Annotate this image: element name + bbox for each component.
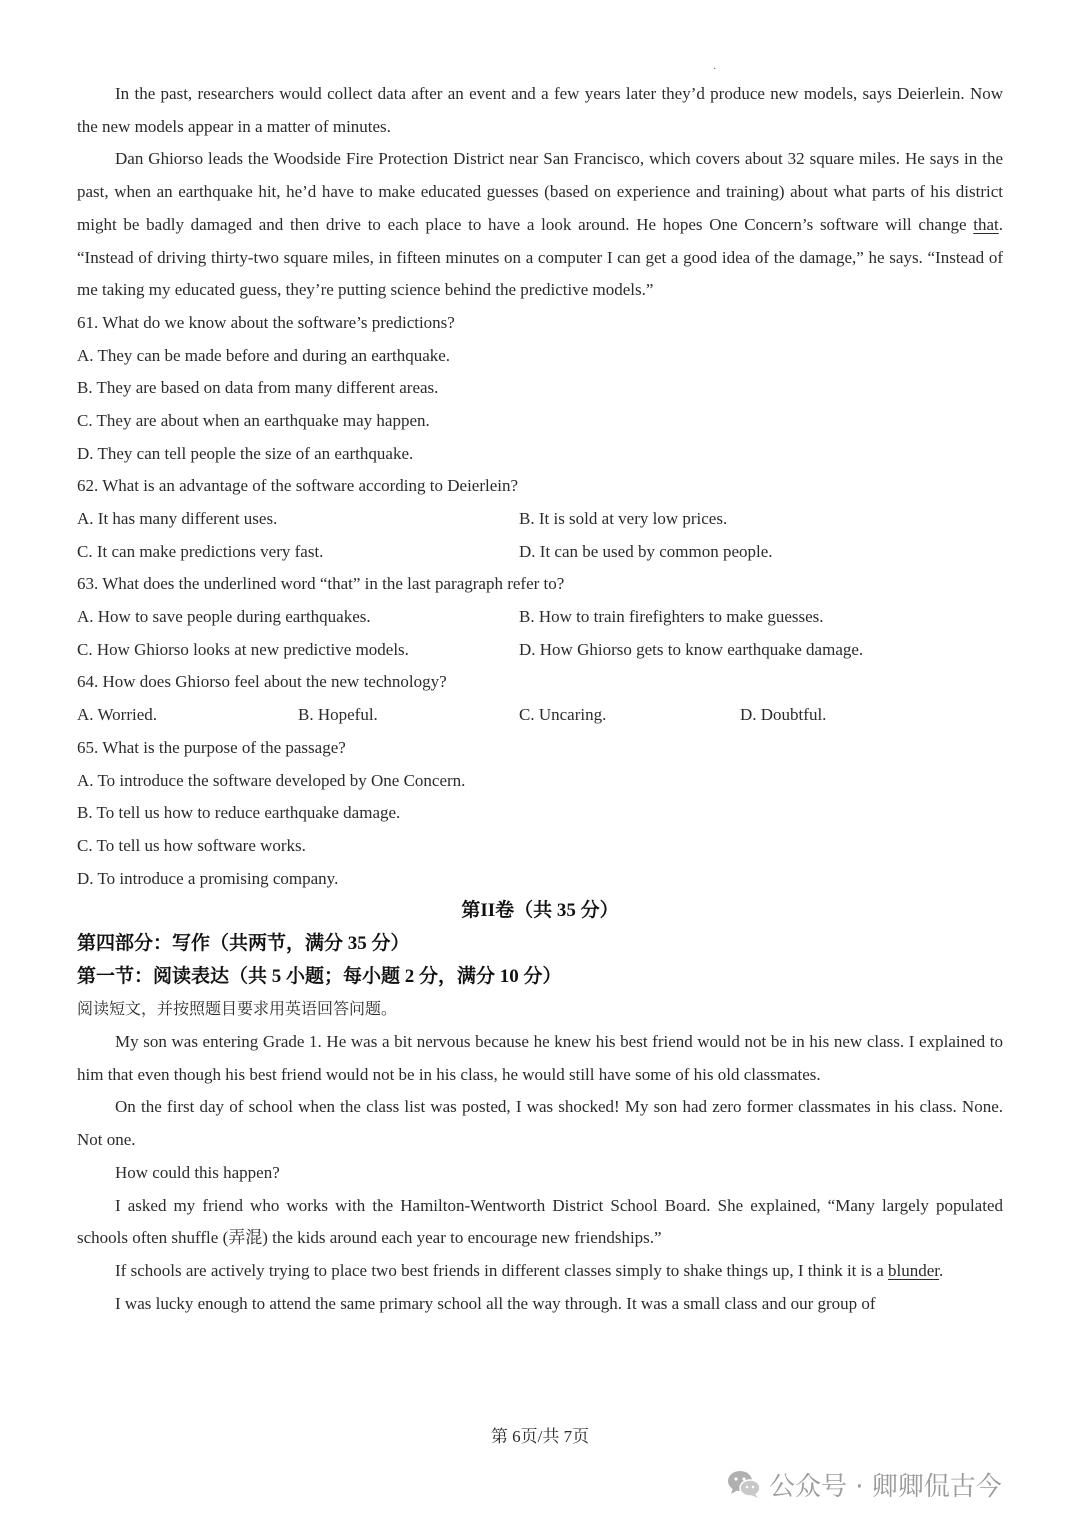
question-62-options-row-1 [77,503,1003,536]
question-63-options-row-2 [77,634,1003,667]
question-64-stem: 64. How does Ghiorso feel about the new technology? [77,672,447,692]
question-65-option-c: C. To tell us how software works. [77,835,306,855]
question-61-stem: 61. What do we know about the software’s predictions? [77,312,455,332]
watermark [727,1464,1002,1504]
question-62-option-b: B. It is sold at very low prices. [519,509,728,529]
question-64-option-d: D. Doubtful. [740,705,827,725]
question-64-option-a: A. Worried. [77,705,157,725]
question-64-option-b: B. Hopeful. [298,705,378,725]
passage-2-paragraph-2: On the first day of school when the class list was posted, I was shocked! My son had zero former classmates in his class. None. Not one. [77,1097,1003,1150]
question-62-option-d: D. It can be used by common people. [519,541,773,561]
question-61-option-c: C. They are about when an earthquake may happen. [77,410,430,430]
question-63-option-c: C. How Ghiorso looks at new predictive models. [77,639,409,659]
wechat-icon [727,1469,761,1499]
question-64-option-c: C. Uncaring. [519,705,607,725]
passage-2-paragraph-5-end: . [939,1260,944,1280]
passage-2-paragraph-4: I asked my friend who works with the Hamilton-Wentworth District School Board. She explained, “Many largely populated schools often shuffle (弄混) the kids around each year to encourage new friendships.” [77,1195,1003,1248]
underlined-word-blunder: blunder [888,1260,940,1280]
exam-page [77,78,1003,1320]
article-paragraph-1: In the past, researchers would collect data after an event and a few years later they’d produce new models, says Deierlein. Now the new models appear in a matter of minutes. [77,84,1003,136]
underlined-word-that: that [973,214,999,234]
page-number-footer: 第 6页/共 7页 [490,1427,590,1446]
question-62-stem: 62. What is an advantage of the software according to Deierlein? [77,476,519,496]
volume-title: 第II卷（共 35 分） [461,900,619,922]
section-instruction: 阅读短文，并按照题目要求用英语回答问题。 [77,999,398,1019]
question-63-option-b: B. How to train firefighters to make guesses. [519,607,824,627]
article-paragraph-2-start: Dan Ghiorso leads the Woodside Fire Protection District near San Francisco, which covers about 32 square miles. He says in the past, when an earthquake hit, he’d have to make educated guesses (based on experience and training) about what parts of his district might be badly damaged and then drive to each place to have a look around. He hopes One Concern’s software will change [77,149,1003,234]
question-65-option-a: A. To introduce the software developed by One Concern. [77,770,466,790]
question-65-option-d: D. To introduce a promising company. [77,868,339,888]
question-65-stem: 65. What is the purpose of the passage? [77,737,346,757]
question-62-option-a: A. It has many different uses. [77,509,278,529]
passage-2-paragraph-5 [77,1255,1003,1288]
article-paragraph-2-end: . “Instead of driving thirty-two square miles, in fifteen minutes on a computer I can get a good idea of the damage,” he says. “Instead of me taking my educated guess, they’re putting science behind the predictive models.” [77,214,1003,300]
question-61-option-d: D. They can tell people the size of an earthquake. [77,443,414,463]
question-61-option-b: B. They are based on data from many different areas. [77,378,439,398]
part-title: 第四部分：写作（共两节，满分 35 分） [77,932,410,954]
question-62-option-c: C. It can make predictions very fast. [77,541,324,561]
question-61-option-a: A. They can be made before and during an earthquake. [77,345,451,365]
subsection-title: 第一节：阅读表达（共 5 小题；每小题 2 分，满分 10 分） [77,965,562,987]
question-62-options-row-2 [77,536,1003,569]
stray-mark: · [713,64,717,75]
question-63-stem: 63. What does the underlined word “that” in the last paragraph refer to? [77,574,565,594]
question-63-option-a: A. How to save people during earthquakes. [77,607,371,627]
watermark-text: 公众号 · 卿卿侃古今 [769,1471,1002,1502]
passage-2-paragraph-5-start: If schools are actively trying to place two best friends in different classes simply to shake things up, I think it is a [115,1260,889,1280]
question-63-option-d: D. How Ghiorso gets to know earthquake damage. [519,639,864,659]
question-65-option-b: B. To tell us how to reduce earthquake damage. [77,803,401,823]
passage-2-paragraph-6: I was lucky enough to attend the same primary school all the way through. It was a small class and our group of [115,1293,876,1313]
question-63-options-row-1 [77,601,1003,634]
question-64-options-row [77,699,1003,732]
passage-2-paragraph-3: How could this happen? [115,1162,280,1182]
passage-2-paragraph-1: My son was entering Grade 1. He was a bit nervous because he knew his best friend would not be in his new class. I explained to him that even though his best friend would not be in his class, he would still have some of his old classmates. [77,1032,1003,1084]
article-paragraph-2 [77,143,1003,307]
